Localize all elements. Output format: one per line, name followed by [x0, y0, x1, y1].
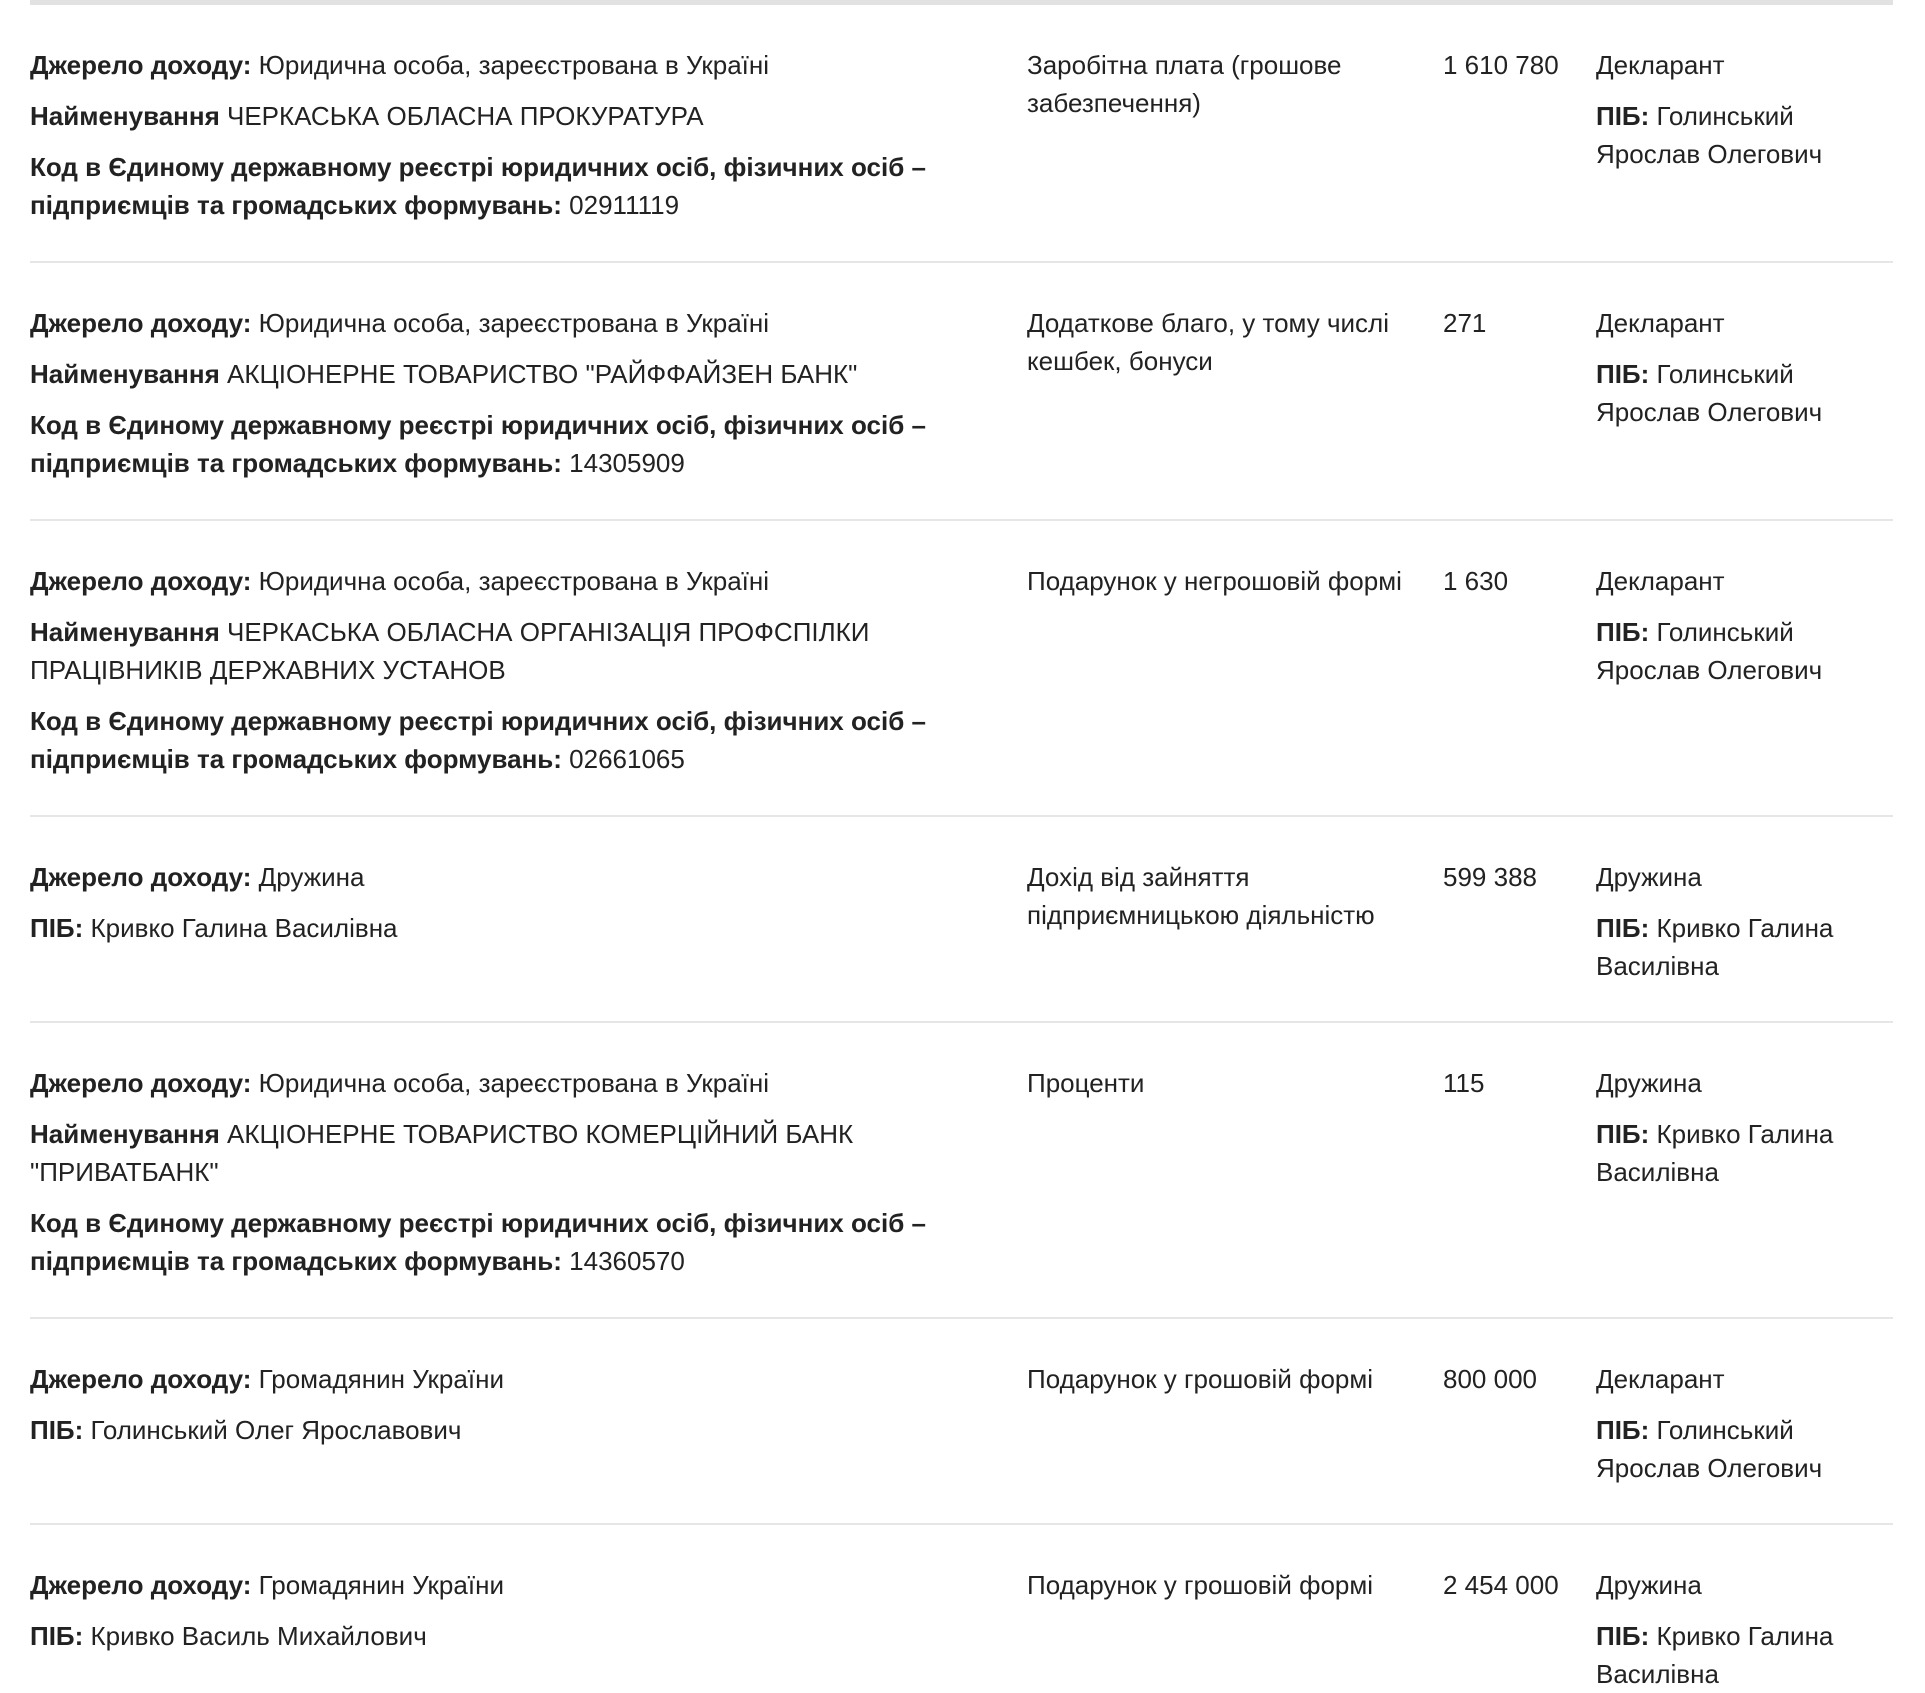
- income-amount: 271: [1443, 308, 1487, 338]
- code-line: [30, 148, 960, 224]
- recipient-cell: [1596, 858, 1893, 985]
- recipient-role: Декларант: [1596, 50, 1725, 80]
- table-row: [30, 817, 1893, 1023]
- source-label: Джерело доходу:: [30, 566, 252, 596]
- recipient-role: Декларант: [1596, 566, 1725, 596]
- name-label: Найменування: [30, 101, 220, 131]
- name-line: [30, 613, 960, 689]
- source-value: Юридична особа, зареєстрована в Україні: [258, 50, 770, 80]
- income-source-cell: [30, 562, 960, 778]
- source-value: Дружина: [258, 862, 365, 892]
- recipient-pib: Кривко Галина Василівна: [1596, 913, 1834, 981]
- source-value: Юридична особа, зареєстрована в Україні: [258, 1068, 770, 1098]
- recipient-pib: Кривко Галина Василівна: [1596, 1621, 1834, 1689]
- source-line: [30, 562, 960, 600]
- code-value: 02911119: [569, 190, 680, 220]
- pib-line: [30, 909, 960, 947]
- name-value: АКЦІОНЕРНЕ ТОВАРИСТВО "РАЙФФАЙЗЕН БАНК": [227, 359, 858, 389]
- name-line: [30, 355, 960, 393]
- recipient-pib-line: [1596, 1617, 1893, 1693]
- income-type: Подарунок у грошовій формі: [1027, 1364, 1374, 1394]
- recipient-pib: Голинський Ярослав Олегович: [1596, 1415, 1823, 1483]
- table-row: [30, 1319, 1893, 1525]
- table-row: [30, 521, 1893, 817]
- pib-label: ПІБ:: [1596, 101, 1650, 131]
- income-source-cell: [30, 46, 960, 224]
- code-line: [30, 406, 960, 482]
- source-line: [30, 858, 960, 896]
- recipient-role: Дружина: [1596, 1068, 1702, 1098]
- source-line: [30, 1360, 960, 1398]
- code-value: 14360570: [569, 1246, 685, 1276]
- table-row: [30, 5, 1893, 263]
- name-value: АКЦІОНЕРНЕ ТОВАРИСТВО КОМЕРЦІЙНИЙ БАНК "ПРИВАТБАНК": [30, 1119, 854, 1187]
- name-value: ЧЕРКАСЬКА ОБЛАСНА ПРОКУРАТУРА: [227, 101, 704, 131]
- table-row: [30, 1023, 1893, 1319]
- name-line: [30, 1115, 960, 1191]
- recipient-cell: [1596, 562, 1893, 689]
- recipient-cell: [1596, 1064, 1893, 1191]
- recipient-pib: Голинський Ярослав Олегович: [1596, 101, 1823, 169]
- recipient-pib: Кривко Галина Василівна: [1596, 1119, 1834, 1187]
- code-label: Код в Єдиному державному реєстрі юридичних осіб, фізичних осіб – підприємців та громадських формувань:: [30, 152, 926, 220]
- pib-label: ПІБ:: [1596, 1119, 1650, 1149]
- income-type: Заробітна плата (грошове забезпечення): [1027, 50, 1342, 118]
- source-label: Джерело доходу:: [30, 308, 252, 338]
- recipient-pib-line: [1596, 97, 1893, 173]
- name-label: Найменування: [30, 617, 220, 647]
- code-line: [30, 702, 960, 778]
- recipient-role: Декларант: [1596, 1364, 1725, 1394]
- income-type: Дохід від зайняття підприємницькою діяльністю: [1027, 862, 1375, 930]
- recipient-cell: [1596, 46, 1893, 173]
- pib-value: Кривко Галина Василівна: [90, 913, 398, 943]
- pib-label: ПІБ:: [1596, 913, 1650, 943]
- table-row: [30, 1525, 1893, 1689]
- recipient-cell: [1596, 304, 1893, 431]
- name-label: Найменування: [30, 1119, 220, 1149]
- table-row: [30, 263, 1893, 521]
- income-source-cell: [30, 1064, 960, 1280]
- name-label: Найменування: [30, 359, 220, 389]
- code-label: Код в Єдиному державному реєстрі юридичних осіб, фізичних осіб – підприємців та громадських формувань:: [30, 1208, 926, 1276]
- source-line: [30, 1064, 960, 1102]
- income-source-cell: [30, 1566, 960, 1655]
- source-label: Джерело доходу:: [30, 50, 252, 80]
- pib-label: ПІБ:: [1596, 359, 1650, 389]
- pib-line: [30, 1617, 960, 1655]
- income-amount: 800 000: [1443, 1364, 1537, 1394]
- recipient-cell: [1596, 1360, 1893, 1487]
- recipient-pib-line: [1596, 1115, 1893, 1191]
- source-label: Джерело доходу:: [30, 862, 252, 892]
- income-type: Подарунок у грошовій формі: [1027, 1570, 1374, 1600]
- recipient-cell: [1596, 1566, 1893, 1693]
- income-table: [30, 5, 1893, 1689]
- code-label: Код в Єдиному державному реєстрі юридичних осіб, фізичних осіб – підприємців та громадських формувань:: [30, 706, 926, 774]
- source-label: Джерело доходу:: [30, 1364, 252, 1394]
- income-source-cell: [30, 1360, 960, 1449]
- recipient-pib: Голинський Ярослав Олегович: [1596, 617, 1823, 685]
- source-line: [30, 46, 960, 84]
- pib-label: ПІБ:: [30, 1621, 84, 1651]
- recipient-role: Дружина: [1596, 1570, 1702, 1600]
- code-label: Код в Єдиному державному реєстрі юридичних осіб, фізичних осіб – підприємців та громадських формувань:: [30, 410, 926, 478]
- name-line: [30, 97, 960, 135]
- source-value: Громадянин України: [258, 1364, 504, 1394]
- income-source-cell: [30, 304, 960, 482]
- source-line: [30, 304, 960, 342]
- pib-label: ПІБ:: [30, 913, 84, 943]
- code-value: 02661065: [569, 744, 685, 774]
- name-value: ЧЕРКАСЬКА ОБЛАСНА ОРГАНІЗАЦІЯ ПРОФСПІЛКИ ПРАЦІВНИКІВ ДЕРЖАВНИХ УСТАНОВ: [30, 617, 870, 685]
- source-value: Юридична особа, зареєстрована в Україні: [258, 566, 770, 596]
- source-label: Джерело доходу:: [30, 1068, 252, 1098]
- pib-label: ПІБ:: [1596, 1621, 1650, 1651]
- code-value: 14305909: [569, 448, 685, 478]
- pib-value: Голинський Олег Ярославович: [90, 1415, 462, 1445]
- income-amount: 115: [1443, 1068, 1485, 1098]
- pib-label: ПІБ:: [1596, 617, 1650, 647]
- income-type: Додаткове благо, у тому числі кешбек, бонуси: [1027, 308, 1389, 376]
- recipient-pib-line: [1596, 909, 1893, 985]
- income-type: Подарунок у негрошовій формі: [1027, 566, 1402, 596]
- pib-value: Кривко Василь Михайлович: [90, 1621, 427, 1651]
- recipient-role: Дружина: [1596, 862, 1702, 892]
- source-line: [30, 1566, 960, 1604]
- pib-label: ПІБ:: [1596, 1415, 1650, 1445]
- recipient-pib: Голинський Ярослав Олегович: [1596, 359, 1823, 427]
- income-amount: 2 454 000: [1443, 1570, 1559, 1600]
- recipient-pib-line: [1596, 1411, 1893, 1487]
- income-type: Проценти: [1027, 1068, 1145, 1098]
- source-value: Громадянин України: [258, 1570, 504, 1600]
- code-line: [30, 1204, 960, 1280]
- income-amount: 1 630: [1443, 566, 1509, 596]
- pib-line: [30, 1411, 960, 1449]
- pib-label: ПІБ:: [30, 1415, 84, 1445]
- source-label: Джерело доходу:: [30, 1570, 252, 1600]
- income-amount: 1 610 780: [1443, 50, 1559, 80]
- source-value: Юридична особа, зареєстрована в Україні: [258, 308, 770, 338]
- income-amount: 599 388: [1443, 862, 1537, 892]
- recipient-role: Декларант: [1596, 308, 1725, 338]
- recipient-pib-line: [1596, 355, 1893, 431]
- recipient-pib-line: [1596, 613, 1893, 689]
- income-source-cell: [30, 858, 960, 947]
